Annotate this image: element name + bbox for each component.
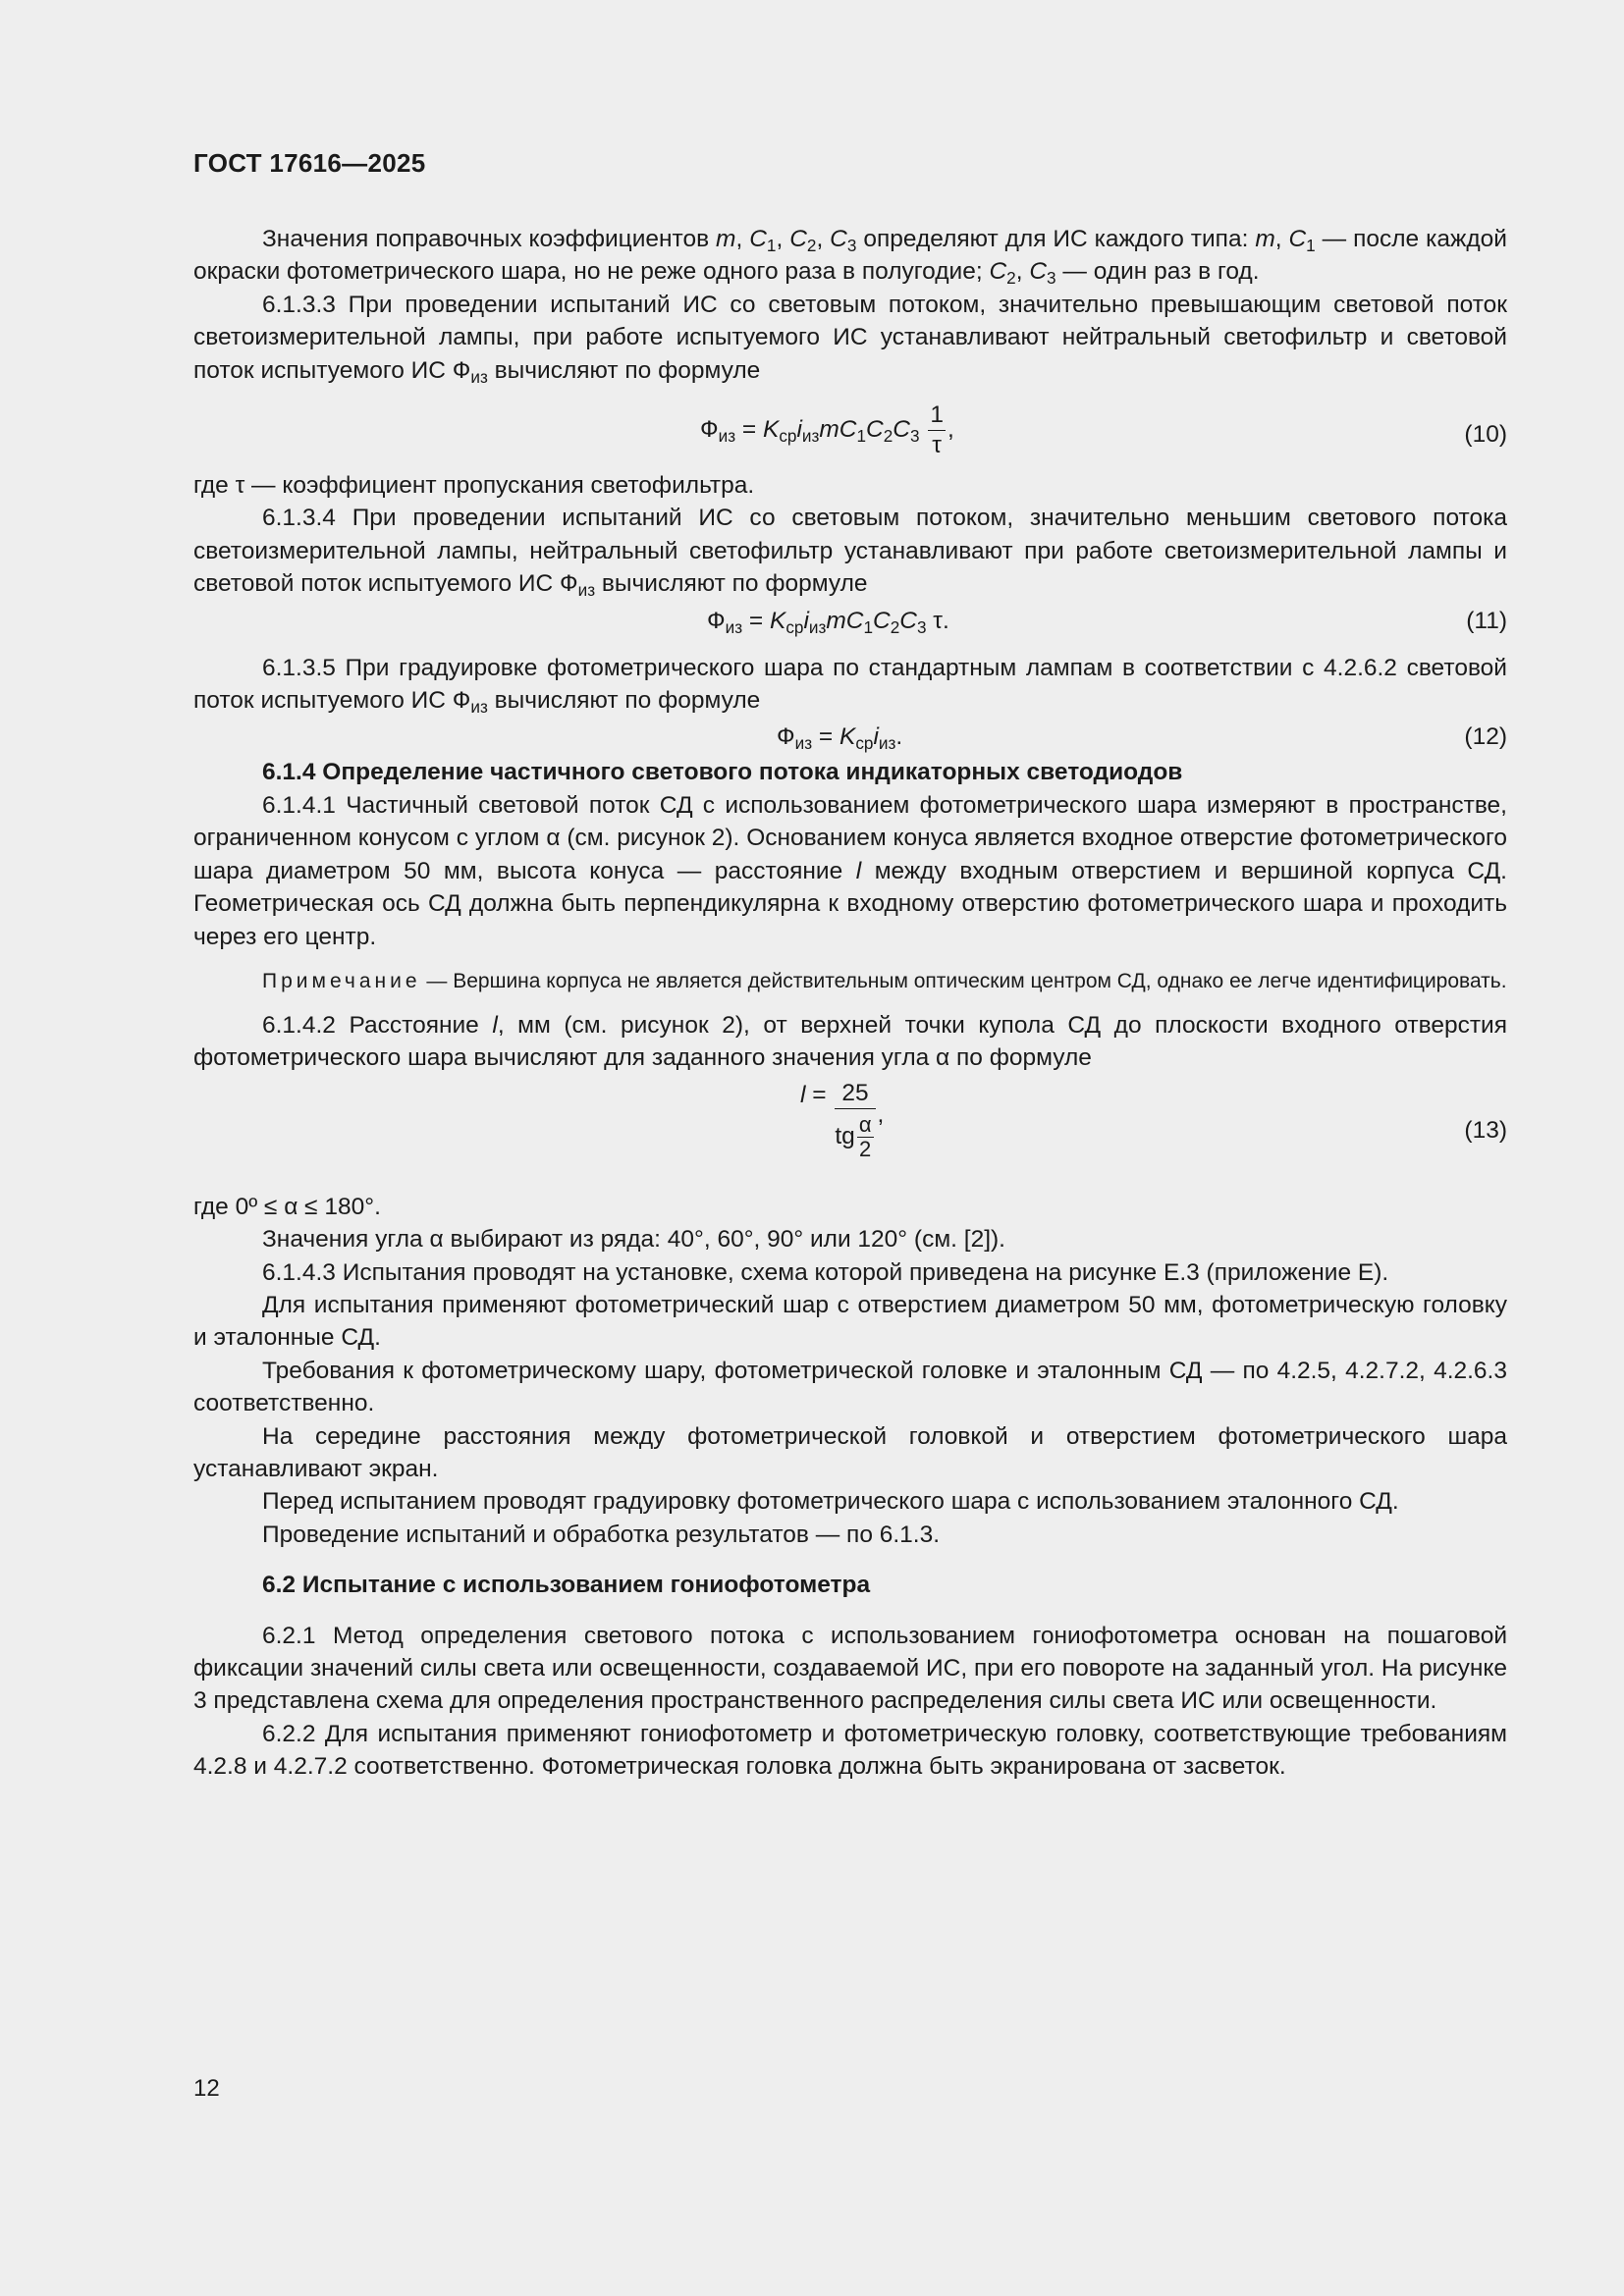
document-header: ГОСТ 17616—2025: [193, 148, 426, 178]
paragraph-tau-definition: где τ — коэффициент пропускания светофильтра.: [193, 472, 755, 500]
paragraph-6-1-4-2: 6.1.4.2 Расстояние l, мм (см. рисунок 2), от верхней точки купола СД до плоскости входного отверстия фотометрического шара вычисляют для заданного значения угла α по формуле: [193, 1011, 1507, 1072]
page-number: 12: [193, 2075, 220, 2102]
paragraph-6-1-4-1: 6.1.4.1 Частичный световой поток СД с использованием фотометрического шара измеряют в пространстве, ограниченном конусом с углом α (см. рисунок 2). Основанием конуса является входное отверстие фотометрического шара диаметром 50 мм, высота конуса — расстояние l между входным отверстием и вершиной корпуса СД. Геометрическая ось СД должна быть перпендикулярна к входному отверстию фотометрического шара и проходить через его центр.: [193, 791, 1507, 950]
formula-13-inner-fraction: $\frac{\alpha}{2}$: [858, 1111, 872, 1161]
paragraph-alpha-range: где 0º ≤ α ≤ 180°.: [193, 1193, 381, 1220]
paragraph-alpha-values: Значения угла α выбирают из ряда: 40°, 60°, 90° или 120° (см. [2]).: [262, 1226, 1005, 1254]
document-body: [193, 223, 1507, 1784]
note: [193, 967, 1507, 995]
paragraph-screen: На середине расстояния между фотометрической головкой и отверстием фотометрического шара устанавливают экран.: [193, 1422, 1507, 1482]
formula-11-expression: $Ф_{из} = K_{ср}i_{из}mC_1C_2C_3$ τ.: [707, 607, 949, 637]
paragraph-equipment: Для испытания применяют фотометрический шар с отверстием диаметром 50 мм, фотометрическую головку и эталонные СД.: [193, 1291, 1507, 1352]
paragraph-6-2-2: 6.2.2 Для испытания применяют гониофотометр и фотометрическую головку, соответствующие требованиям 4.2.8 и 4.2.7.2 соответственно. Фотометрическая головка должна быть экранирована от засветок.: [193, 1720, 1507, 1781]
paragraph-6-2-1: 6.2.1 Метод определения светового потока с использованием гониофотометра основан на пошаговой фиксации значений силы света или освещенности, создаваемой ИС, при его повороте на заданный угол. На рисунке 3 представлена схема для определения пространственного распределения силы света ИС или освещенности.: [193, 1622, 1507, 1715]
formula-13-fraction: 25 tg $\frac{\alpha}{2}$: [835, 1079, 875, 1161]
formula-11: [193, 601, 1507, 640]
formula-10-number: (10): [1464, 421, 1507, 449]
paragraph-requirements: Требования к фотометрическому шару, фотометрической головке и эталонным СД — по 4.2.5, 4.2.7.2, 4.2.6.3 соответственно.: [193, 1357, 1507, 1417]
formula-13-number: (13): [1464, 1116, 1507, 1144]
paragraph-6-1-3-5: 6.1.3.5 При градуировке фотометрического шара по стандартным лампам в соответствии с 4.2.6.2 световой поток испытуемого ИС $Ф_{из}$ вычисляют по формуле: [193, 654, 1507, 718]
paragraph-correction-coefficients: Значения поправочных коэффициентов m, $C_1$, $C_2$, $C_3$ определяют для ИС каждого типа: m, $C_1$ — после каждой окраски фотометрического шара, но не реже одного раза в полугодие; $C_2$, $C_3$ — один раз в год.: [193, 226, 1507, 289]
formula-12: [193, 717, 1507, 756]
formula-10: [193, 400, 1507, 469]
formula-12-number: (12): [1464, 723, 1507, 751]
paragraph-calibration: Перед испытанием проводят градуировку фотометрического шара с использованием эталонного СД.: [262, 1488, 1399, 1516]
heading-6-2: 6.2 Испытание с использованием гониофотометра: [262, 1572, 871, 1599]
paragraph-6-1-4-3: 6.1.4.3 Испытания проводят на установке, схема которой приведена на рисунке Е.3 (приложение Е).: [262, 1258, 1389, 1286]
formula-10-expression: $Ф_{из} = K_{ср}i_{из}mC_1C_2C_3$ $\frac{1}{\tau}$ ,: [700, 401, 954, 459]
paragraph-6-1-3-3: 6.1.3.3 При проведении испытаний ИС со световым потоком, значительно превышающим световой поток светоизмерительной лампы, при работе испытуемого ИС устанавливают нейтральный светофильтр и световой поток испытуемого ИС $Ф_{из}$ вычисляют по формуле: [193, 291, 1507, 387]
formula-13: [193, 1075, 1507, 1191]
formula-11-number: (11): [1466, 607, 1507, 634]
heading-6-1-4: 6.1.4 Определение частичного светового потока индикаторных светодиодов: [262, 759, 1183, 786]
paragraph-6-1-3-4: 6.1.3.4 При проведении испытаний ИС со световым потоком, значительно меньшим светового потока светоизмерительной лампы, нейтральный светофильтр устанавливают при работе светоизмерительной лампы и световой поток испытуемого ИС $Ф_{из}$ вычисляют по формуле: [193, 505, 1507, 601]
note-label: Примечание: [262, 969, 421, 992]
formula-13-expression: l = 25 tg $\frac{\alpha}{2}$ ,: [800, 1079, 885, 1161]
formula-10-fraction: $\frac{1}{\tau}$: [930, 401, 944, 459]
formula-12-expression: $Ф_{из} = K_{ср}i_{из}$.: [777, 723, 903, 754]
paragraph-procedure: Проведение испытаний и обработка результатов — по 6.1.3.: [262, 1521, 941, 1548]
note-text: — Вершина корпуса не является действительным оптическим центром СД, однако ее легче идентифицировать.: [420, 969, 1507, 992]
